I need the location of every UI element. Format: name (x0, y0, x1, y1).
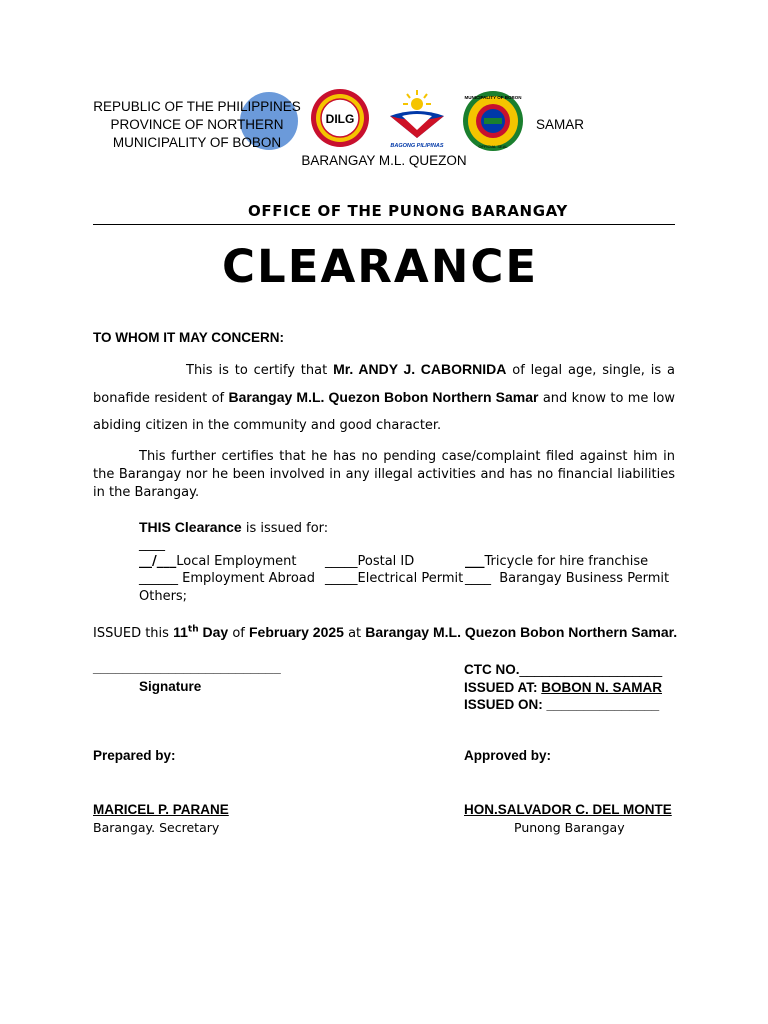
punong-barangay-name: HON.SALVADOR C. DEL MONTE (464, 802, 672, 817)
purpose-mark: ____ (465, 571, 491, 586)
purpose-label: Postal ID (357, 554, 415, 569)
para1-end: and know to me low abiding citizen in the community and good character. (93, 391, 675, 433)
issued-place: Barangay M.L. Quezon Bobon Northern Samar. (365, 624, 678, 640)
purpose-tricycle (465, 554, 648, 569)
issued-day: 11 (173, 624, 188, 640)
purpose-label: Tricycle for hire franchise (484, 554, 649, 569)
purpose-label: Local Employment (176, 554, 297, 569)
dilg-seal-icon (310, 88, 370, 148)
punong-barangay-role: Punong Barangay (514, 820, 625, 835)
ctc-block (464, 661, 662, 714)
municipal-seal (462, 90, 524, 152)
purpose-postal-id (325, 554, 414, 569)
this-clearance-label: THIS Clearance (139, 519, 242, 535)
purpose-electrical-permit (325, 571, 463, 586)
issued-for-text: is issued for: (241, 521, 329, 536)
prepared-by-label: Prepared by: (93, 748, 176, 763)
purpose-mark: _____ (325, 571, 358, 586)
purpose-row-2 (139, 571, 679, 589)
issued-on-blank: _______________ (546, 697, 660, 712)
purpose-employment-abroad (139, 571, 315, 586)
header-samar: SAMAR (536, 117, 585, 132)
purpose-mark: ______ (139, 571, 178, 586)
purpose-mark: __/___ (139, 554, 177, 569)
header-republic: REPUBLIC OF THE PHILIPPINES (93, 99, 301, 114)
municipal-seal-icon (462, 90, 524, 152)
dilg-logo (310, 88, 370, 148)
purpose-others: Others; (139, 589, 188, 604)
secretary-role: Barangay. Secretary (93, 820, 220, 835)
purpose-label: Barangay Business Permit (491, 571, 670, 586)
issued-of: of (228, 626, 249, 641)
signature-label: Signature (139, 679, 202, 694)
issued-month: February 2025 (248, 624, 344, 640)
purpose-label: Electrical Permit (357, 571, 464, 586)
salutation: TO WHOM IT MAY CONCERN: (93, 330, 285, 345)
issued-day-word: Day (198, 624, 229, 640)
issued-on-row (464, 696, 662, 714)
title-divider (93, 224, 675, 225)
para1-middle: of legal age, single, is a bonafide resident of (93, 363, 675, 406)
issued-date-line (93, 624, 677, 641)
header-province: PROVINCE OF NORTHERN (110, 117, 284, 132)
issued-on-label: ISSUED ON: (464, 697, 547, 712)
para1-intro: This is to certify that (186, 363, 334, 378)
svg-text:OFFICIAL SEAL: OFFICIAL SEAL (478, 144, 508, 149)
svg-text:DILG: DILG (325, 112, 355, 126)
header-municipality: MUNICIPALITY OF BOBON (112, 135, 282, 150)
issued-at: at (343, 626, 366, 641)
purpose-label: Employment Abroad (178, 571, 316, 586)
resident-address: Barangay M.L. Quezon Bobon Northern Samar (228, 389, 539, 405)
issued-day-suffix: th (187, 624, 199, 635)
issued-at-value: BOBON N. SAMAR (541, 679, 663, 695)
purpose-mark: ___ (465, 554, 485, 569)
purpose-row-1 (139, 554, 679, 572)
header-left-block (92, 98, 302, 152)
office-title: OFFICE OF THE PUNONG BARANGAY (248, 202, 568, 220)
ctc-number (464, 661, 662, 679)
issued-at-row (464, 679, 662, 697)
bagong-pilipinas-logo (382, 86, 452, 150)
document-title: CLEARANCE (222, 240, 539, 293)
issued-prefix: ISSUED this (93, 626, 174, 641)
approved-by-label: Approved by: (464, 748, 552, 763)
purpose-mark: _____ (325, 554, 358, 569)
resident-name: Mr. ANDY J. CABORNIDA (333, 361, 507, 377)
svg-text:MUNICIPALITY OF BOBON: MUNICIPALITY OF BOBON (464, 95, 522, 100)
further-certifies-paragraph: This further certifies that he has no pending case/complaint filed against him in the Barangay nor he been involved in any illegal activities and has no financial liabilities in the Barangay. (93, 449, 675, 500)
header-barangay: BARANGAY M.L. QUEZON (301, 153, 467, 168)
signature-line: _________________________ (93, 660, 281, 675)
ctc-label: CTC NO. (464, 662, 520, 677)
certification-paragraph (93, 356, 675, 439)
secretary-name: MARICEL P. PARANE (93, 802, 229, 817)
purpose-local-employment (139, 554, 296, 569)
purpose-business-permit (465, 571, 669, 586)
ctc-blank: ___________________ (519, 662, 663, 677)
svg-text:BAGONG PILIPINAS: BAGONG PILIPINAS (390, 143, 444, 149)
bagong-pilipinas-icon (382, 86, 452, 150)
blank-line-top: ____ (139, 537, 165, 552)
issued-at-label: ISSUED AT: (464, 679, 542, 695)
issued-for-heading (139, 519, 328, 536)
